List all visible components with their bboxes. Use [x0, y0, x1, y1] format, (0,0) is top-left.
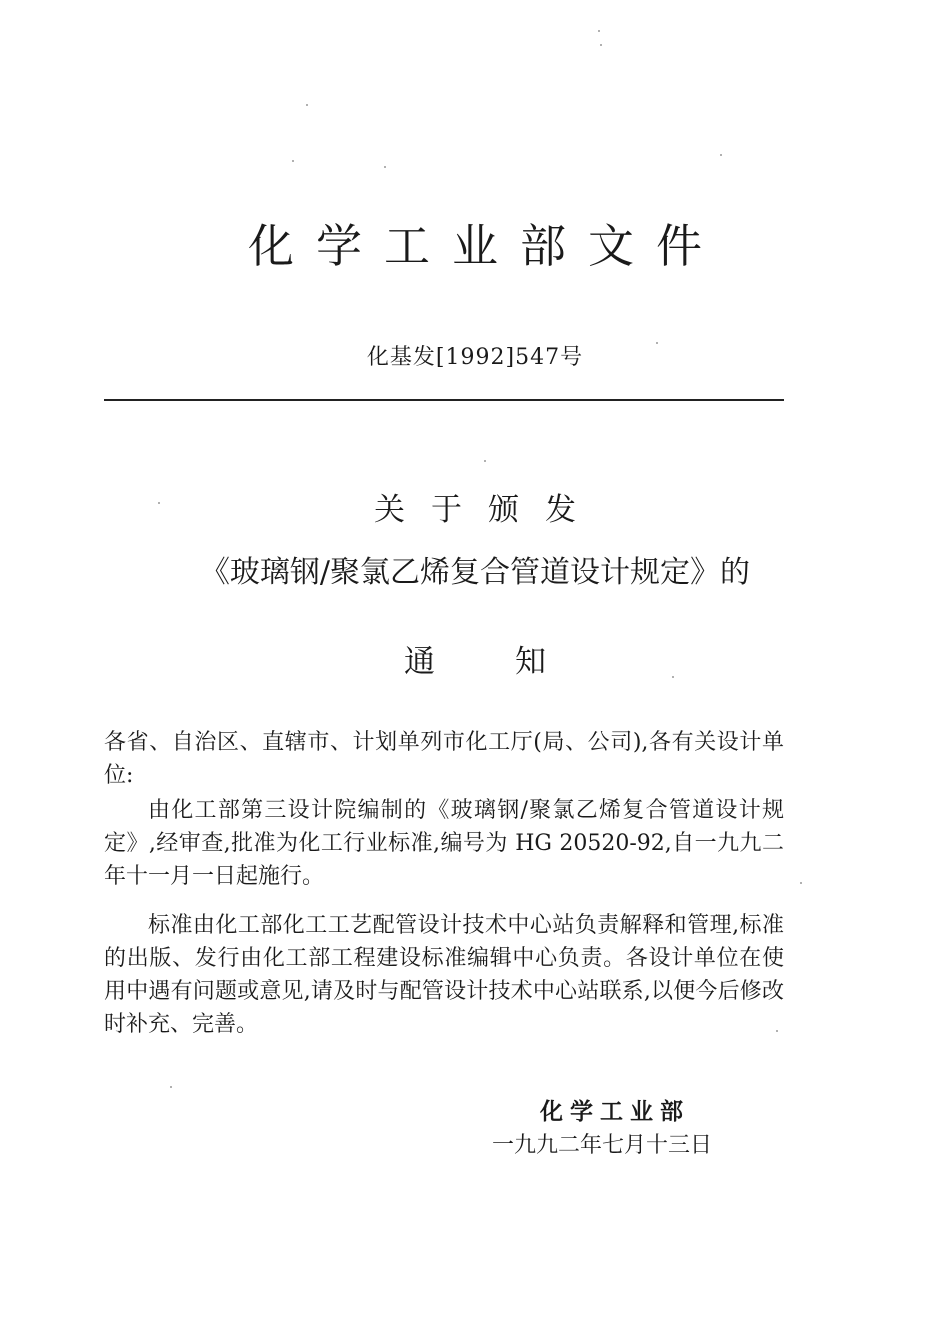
notice-heading-line-3: 通知: [404, 644, 626, 680]
notice-heading-line-2: 《玻璃钢/聚氯乙烯复合管道设计规定》的: [199, 555, 751, 590]
scan-speck: [384, 166, 386, 168]
scan-speck: [598, 30, 600, 32]
scan-speck: [170, 1086, 172, 1088]
document-title: 化学工业部文件: [248, 219, 724, 273]
body-paragraph: 标准由化工部化工工艺配管设计技术中心站负责解释和管理,标准的出版、发行由化工部工程建设标准编辑中心负责。各设计单位在使用中遇有问题或意见,请及时与配管设计技术中心站联系,以便今后修改时补充、完善。: [104, 913, 784, 1037]
body-paragraph: 由化工部第三设计院编制的《玻璃钢/聚氯乙烯复合管道设计规定》,经审查,批准为化工行业标准,编号为 HG 20520-92,自一九九二年十一月一日起施行。: [104, 798, 784, 889]
document-number: 化基发[1992]547号: [366, 345, 584, 370]
scan-speck: [656, 342, 658, 344]
notice-heading-line-1: 关于颁发: [374, 492, 602, 528]
signature-date: 一九九二年七月十三日: [492, 1133, 713, 1158]
scan-speck: [306, 104, 308, 106]
scan-speck: [720, 154, 722, 156]
scan-speck: [672, 676, 674, 678]
header-divider: [104, 399, 784, 401]
scan-speck: [600, 44, 602, 46]
scan-speck: [800, 882, 802, 884]
scan-speck: [484, 460, 486, 462]
scan-speck: [776, 1030, 778, 1032]
scan-speck: [292, 160, 294, 162]
addressee-paragraph: 各省、自治区、直辖市、计划单列市化工厅(局、公司),各有关设计单位:: [104, 730, 784, 788]
scan-speck: [158, 502, 160, 504]
signature-organization: 化学工业部: [540, 1099, 690, 1125]
